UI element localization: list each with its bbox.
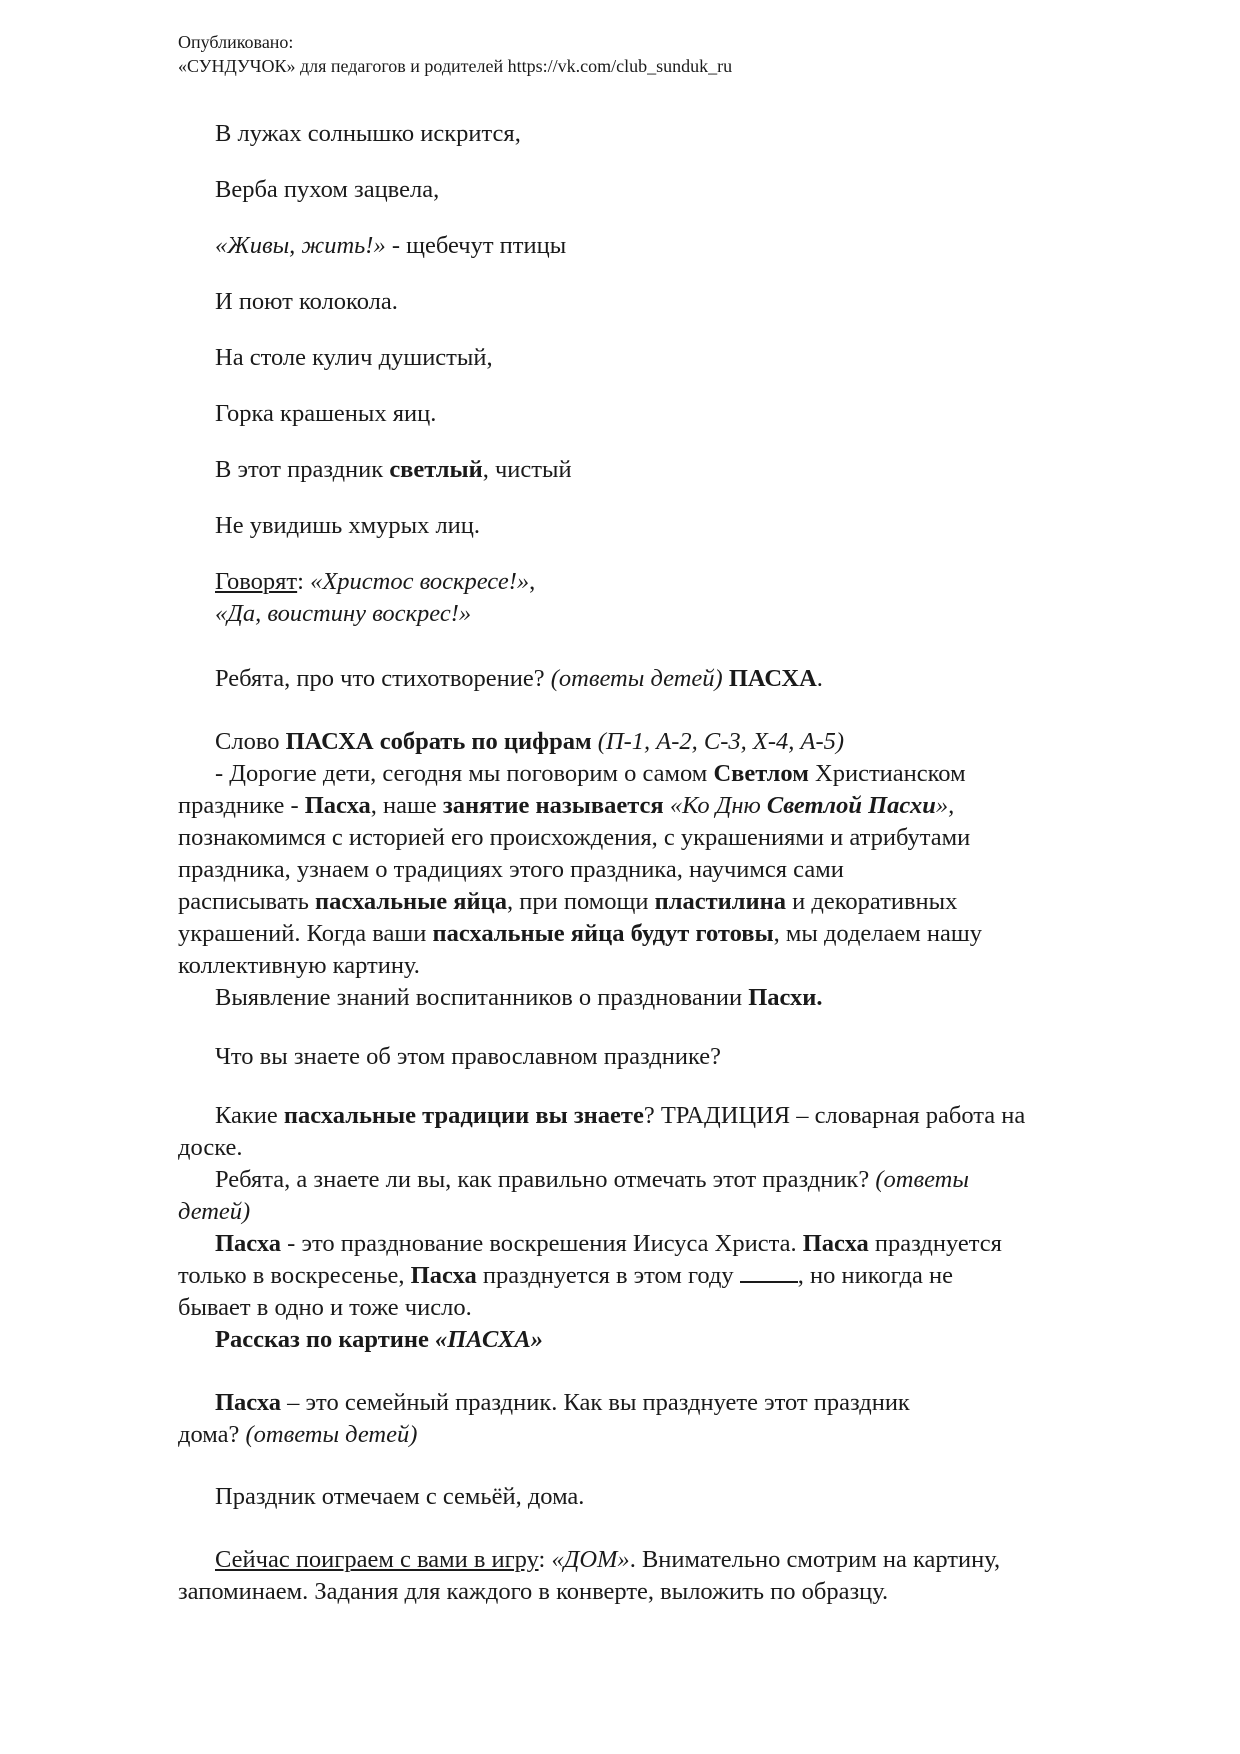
date-blank: [740, 1263, 798, 1283]
intro-line-5: расписывать пасхальные яйца, при помощи пластилина и декоративных: [178, 888, 958, 915]
family-line-2: дома? (ответы детей): [178, 1421, 418, 1448]
story-heading: Рассказ по картине «ПАСХА»: [215, 1326, 543, 1353]
traditions-line-3: Ребята, а знаете ли вы, как правильно отмечать этот праздник? (ответы: [215, 1166, 969, 1193]
definition-line-3: бывает в одно и тоже число.: [178, 1294, 472, 1321]
intro-line-3: познакомимся с историей его происхождения, с украшениями и атрибутами: [178, 824, 971, 851]
traditions-line-4: детей): [178, 1198, 251, 1225]
definition-line-2: только в воскресенье, Пасха празднуется в этом году , но никогда не: [178, 1262, 953, 1289]
poem-line-7: В этот праздник светлый, чистый: [215, 456, 572, 483]
poem-line-3: «Живы, жить!» - щебечут птицы: [215, 232, 567, 259]
poem-line-2: Верба пухом зацвела,: [215, 176, 440, 203]
header-line-1: Опубликовано:: [178, 32, 294, 52]
intro-line-7: коллективную картину.: [178, 952, 420, 979]
poem-line-8: Не увидишь хмурых лиц.: [215, 512, 481, 539]
question-paragraph: Ребята, про что стихотворение? (ответы детей) ПАСХА.: [215, 665, 823, 692]
intro-line-4: праздника, узнаем о традициях этого праздника, научимся сами: [178, 856, 844, 883]
intro-line-6: украшений. Когда ваши пасхальные яйца будут готовы, мы доделаем нашу: [178, 920, 983, 947]
intro-line-8: Выявление знаний воспитанников о праздновании Пасхи.: [215, 984, 823, 1011]
header-line-2: «СУНДУЧОК» для педагогов и родителей https://vk.com/club_sunduk_ru: [178, 56, 733, 76]
intro-line-1: - Дорогие дети, сегодня мы поговорим о самом Светлом Христианском: [215, 760, 966, 787]
definition-line-1: Пасха - это празднование воскрешения Иисуса Христа. Пасха празднуется: [215, 1230, 1002, 1257]
publication-header: [178, 30, 732, 78]
word-paragraph: Слово ПАСХА собрать по цифрам (П-1, А-2, С-3, Х-4, А-5): [215, 728, 845, 755]
poem-line-6: Горка крашеных яиц.: [215, 400, 437, 427]
poem-line-1: В лужах солнышко искрится,: [215, 120, 521, 147]
traditions-line-1: Какие пасхальные традиции вы знаете? ТРАДИЦИЯ – словарная работа на: [215, 1102, 1026, 1129]
celebrate-paragraph: Праздник отмечаем с семьёй, дома.: [215, 1483, 585, 1510]
knowledge-question: Что вы знаете об этом православном празднике?: [215, 1043, 721, 1070]
poem-line-9: Говорят: «Христос воскресе!»,: [215, 568, 536, 595]
poem-line-4: И поют колокола.: [215, 288, 398, 315]
game-line-2: запоминаем. Задания для каждого в конверте, выложить по образцу.: [178, 1578, 889, 1605]
family-line-1: Пасха – это семейный праздник. Как вы празднуете этот праздник: [215, 1389, 910, 1416]
traditions-line-2: доске.: [178, 1134, 243, 1161]
intro-line-2: празднике - Пасха, наше занятие называется «Ко Дню Светлой Пасхи»,: [178, 792, 955, 819]
game-line-1: Сейчас поиграем с вами в игру: «ДОМ». Внимательно смотрим на картину,: [215, 1546, 1001, 1573]
poem-line-5: На столе кулич душистый,: [215, 344, 493, 371]
poem-line-10: «Да, воистину воскрес!»: [215, 600, 472, 627]
